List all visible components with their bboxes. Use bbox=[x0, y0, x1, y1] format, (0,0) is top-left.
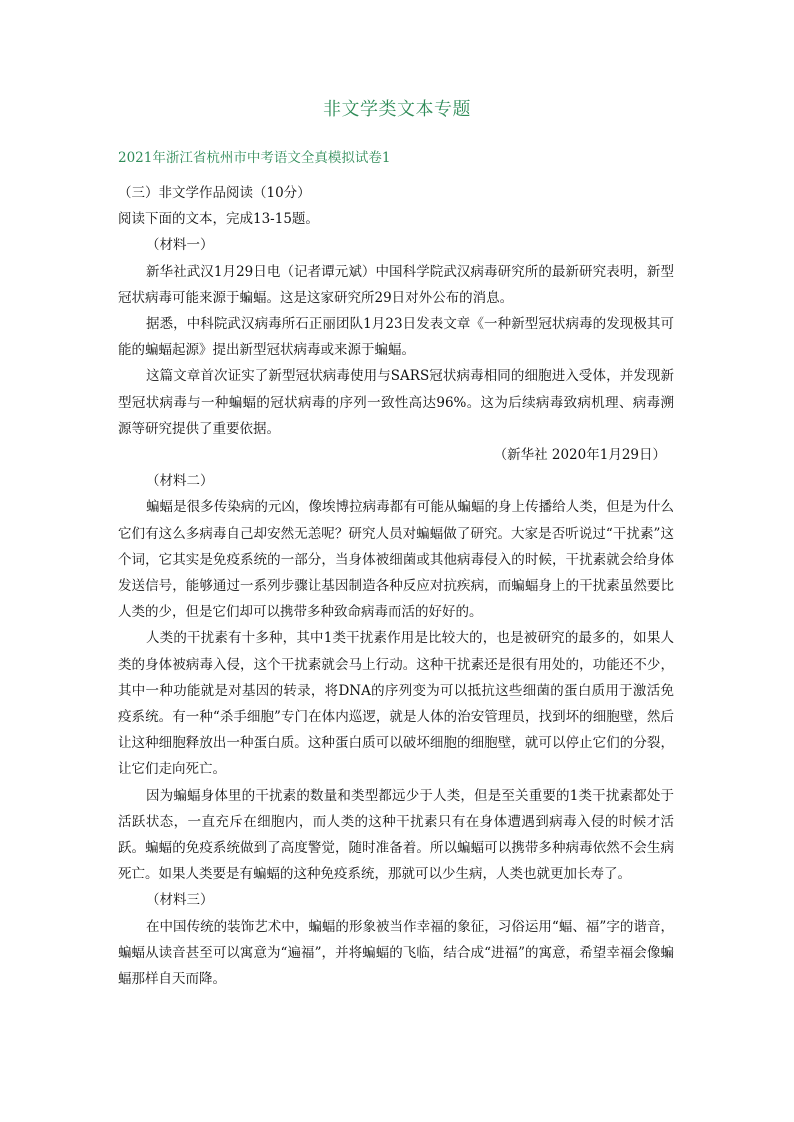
material-one-paragraph: 据悉，中科院武汉病毒所石正丽团队1月23日发表文章《一种新型冠状病毒的发现极其可能的蝙蝠起源》提出新型冠状病毒或来源于蝙蝠。 bbox=[118, 316, 674, 359]
material-two-paragraph: 蝙蝠是很多传染病的元凶，像埃博拉病毒都有可能从蝙蝠的身上传播给人类，但是为什么它们有这么多病毒自己却安然无恙呢？研究人员对蝙蝠做了研究。大家是否听说过“干扰素”这个词，它其实是免疫系统的一部分，当身体被细菌或其他病毒侵入的时候，干扰素就会给身体发送信号，能够通过一系列步骤让基因制造各种反应对抗疾病，而蝙蝠身上的干扰素虽然要比人类的少，但是它们却可以携带多种致命病毒而活的好好的。 bbox=[118, 499, 674, 621]
material-three-label: （材料三） bbox=[146, 892, 214, 909]
section-heading: （三）非文学作品阅读（10分） bbox=[118, 185, 311, 201]
material-one-source: （新华社 2020年1月29日） bbox=[493, 447, 666, 464]
material-two-paragraph: 人类的干扰素有十多种，其中1类干扰素作用是比较大的，也是被研究的最多的，如果人类的身体被病毒入侵，这个干扰素就会马上行动。这种干扰素还是很有用处的，功能还不少，其中一种功能就是对基因的转录，将DNA的序列变为可以抵抗这些细菌的蛋白质用于激活免疫系统。有一种“杀手细胞”专门在体内巡逻，就是人体的治安管理员，找到坏的细胞壁，然后让这种细胞释放出一种蛋白质。这种蛋白质可以破坏细胞的细胞壁，就可以停止它们的分裂，让它们走向死亡。 bbox=[118, 630, 674, 778]
material-two-label: （材料二） bbox=[146, 473, 214, 490]
material-one-label: （材料一） bbox=[146, 237, 214, 254]
material-three-paragraph: 在中国传统的装饰艺术中，蝙蝠的形象被当作幸福的象征，习俗运用“蝠、福”字的谐音，蝙蝠从读音甚至可以寓意为“遍福”，并将蝙蝠的飞临，结合成“进福”的寓意，希望幸福会像蝙蝠那样自天而降。 bbox=[118, 918, 674, 988]
exam-source-line: 2021年浙江省杭州市中考语文全真模拟试卷1 bbox=[118, 150, 391, 166]
document-body bbox=[118, 180, 674, 992]
material-one-paragraph: 这篇文章首次证实了新型冠状病毒使用与SARS冠状病毒相同的细胞进入受体，并发现新型冠状病毒与一种蝙蝠的冠状病毒的序列一致性高达96%。这为后续病毒致病机理、病毒溯源等研究提供了重要依据。 bbox=[118, 368, 674, 437]
material-two-paragraph: 因为蝙蝠身体里的干扰素的数量和类型都远少于人类，但是至关重要的1类干扰素都处于活跃状态，一直充斥在细胞内，而人类的这种干扰素只有在身体遭遇到病毒入侵的时候才活跃。蝙蝠的免疫系统做到了高度警觉，随时准备着。所以蝙蝠可以携带多种病毒依然不会生病死亡。如果人类要是有蝙蝠的这种免疫系统，那就可以少生病，人类也就更加长寿了。 bbox=[118, 787, 674, 883]
reading-instruction: 阅读下面的文本，完成13-15题。 bbox=[118, 211, 319, 228]
document-title: 非文学类文本专题 bbox=[323, 99, 471, 120]
material-one-paragraph: 新华社武汉1月29日电（记者谭元斌）中国科学院武汉病毒研究所的最新研究表明，新型冠状病毒可能来源于蝙蝠。这是这家研究所29日对外公布的消息。 bbox=[118, 263, 674, 306]
